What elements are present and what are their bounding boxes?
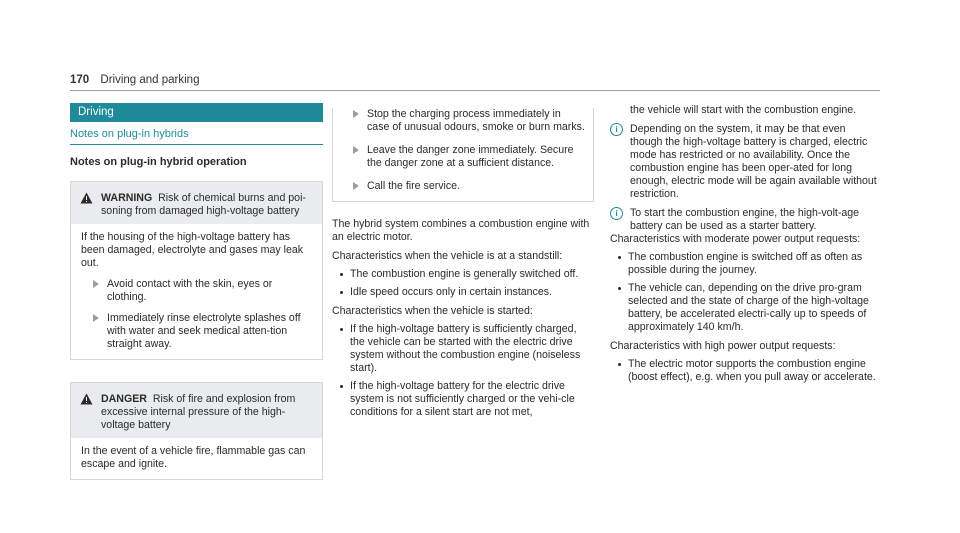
- info-note: i Depending on the system, it may be that even though the high-voltage battery is charged, electric mode has restricted or no availability. Once the combustion engine has been oper-ated for long enough, electric mode will be again available without restriction.: [610, 123, 880, 201]
- column-1: [70, 103, 323, 480]
- info-icon: i: [610, 123, 623, 136]
- info-note: i To start the combustion engine, the high-volt-age battery can be used as a starter battery.: [610, 207, 880, 233]
- list-item: Idle speed occurs only in certain instances.: [332, 286, 594, 299]
- arrow-icon: [353, 110, 359, 118]
- info-icon: i: [610, 207, 623, 220]
- started-heading: Characteristics when the vehicle is started:: [332, 305, 533, 317]
- list-item: The combustion engine is switched off as often as possible during the journey.: [610, 251, 880, 277]
- danger-text: Risk of fire and explosion from excessive internal pressure of the high-voltage battery: [101, 393, 296, 431]
- list-item: If the high-voltage battery is sufficiently charged, the vehicle can be started with the electric drive system without the combustion engine (noiseless start).: [332, 323, 594, 375]
- danger-header: [71, 383, 322, 438]
- continuation-text: the vehicle will start with the combustion engine.: [630, 104, 857, 116]
- list-item: The combustion engine is generally switched off.: [332, 268, 594, 281]
- arrow-icon: [353, 182, 359, 190]
- danger-label: DANGER: [101, 393, 147, 405]
- standstill-heading: Characteristics when the vehicle is at a standstill:: [332, 250, 563, 262]
- section-heading: Notes on plug-in hybrid operation: [70, 156, 247, 168]
- column-2: [332, 108, 594, 419]
- warning-step: Immediately rinse electrolyte splashes off with water and seek medical atten-tion straight away.: [81, 312, 312, 351]
- list-item: The electric motor supports the combustion engine (boost effect), e.g. when you pull away or accelerate.: [610, 358, 880, 384]
- running-header: [70, 74, 199, 86]
- warning-box: [70, 181, 323, 360]
- danger-icon: [80, 393, 93, 405]
- column-3: [610, 104, 880, 384]
- arrow-icon: [353, 146, 359, 154]
- list-item: If the high-voltage battery for the electric drive system is not sufficiently charged or the vehi-cle conditions for a silent start are not met,: [332, 380, 594, 419]
- high-heading: Characteristics with high power output requests:: [610, 340, 836, 352]
- arrow-icon: [93, 314, 99, 322]
- arrow-icon: [93, 280, 99, 288]
- danger-box: [70, 382, 323, 480]
- section-subtitle: Notes on plug-in hybrids: [70, 128, 323, 145]
- moderate-heading: Characteristics with moderate power output requests:: [610, 233, 861, 245]
- warning-icon: [80, 192, 93, 204]
- intro-paragraph: The hybrid system combines a combustion engine with an electric motor.: [332, 218, 590, 243]
- warning-step: Leave the danger zone immediately. Secure the danger zone at a sufficient distance.: [341, 144, 585, 170]
- page-number: 170: [70, 74, 90, 86]
- header-rule: [70, 90, 880, 91]
- danger-body: In the event of a vehicle fire, flammable gas can escape and ignite.: [81, 445, 306, 470]
- section-title: Driving and parking: [100, 74, 200, 86]
- chapter-bar: Driving: [70, 103, 323, 122]
- list-item: The vehicle can, depending on the drive pro-gram selected and the state of charge of the high-voltage battery, be accelerated electri-cally up to speeds of approximately 140 km/h.: [610, 282, 880, 334]
- warning-step: Stop the charging process immediately in case of unusual odours, smoke or burn marks.: [341, 108, 585, 134]
- warning-step: Call the fire service.: [341, 180, 585, 193]
- warning-step: Avoid contact with the skin, eyes or clothing.: [81, 278, 312, 304]
- warning-body: If the housing of the high-voltage battery has been damaged, electrolyte and gases may leak out.: [81, 231, 304, 269]
- warning-label: WARNING: [101, 192, 153, 204]
- warning-header: [71, 182, 322, 224]
- warning-text: Risk of chemical burns and poi-soning from damaged high-voltage battery: [101, 192, 306, 217]
- warning-box-continued: [332, 108, 594, 202]
